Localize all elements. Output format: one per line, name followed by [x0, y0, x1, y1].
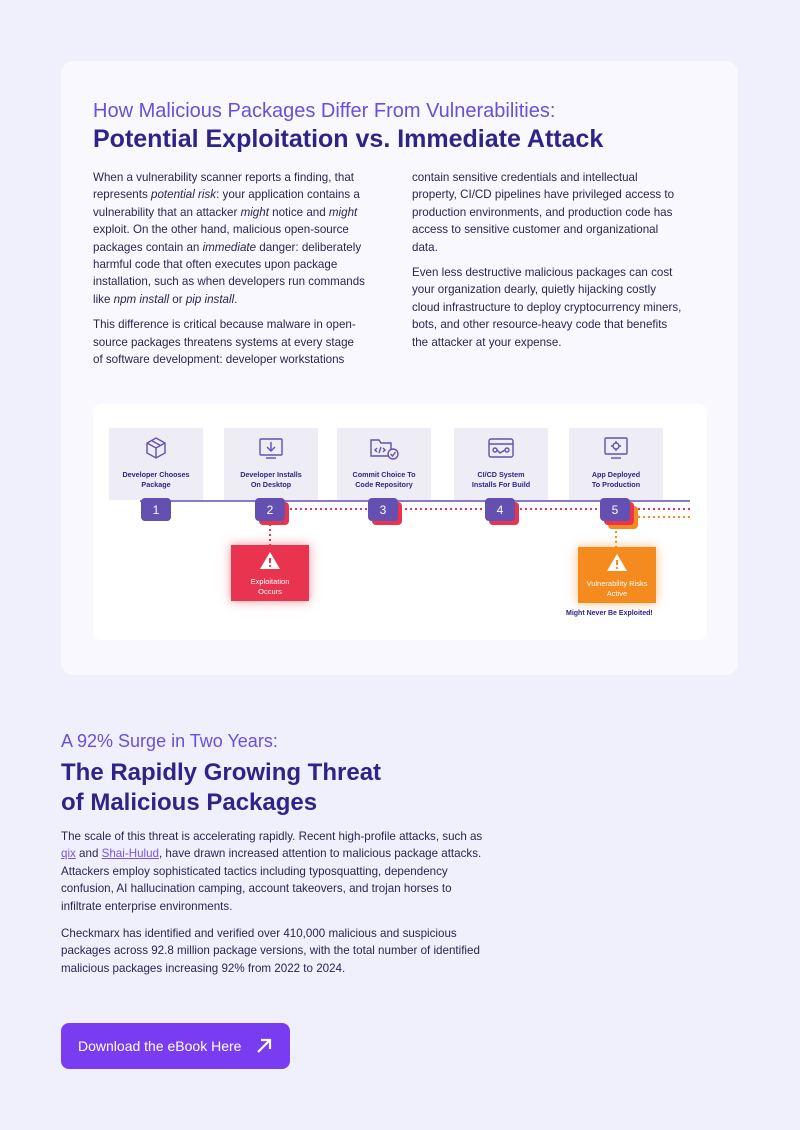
step-2-box: Developer Installs On Desktop — [224, 428, 318, 500]
step-3-box: Commit Choice To Code Repository — [337, 428, 431, 500]
monitor-gear-icon — [569, 436, 663, 460]
right-paragraph-2: Even less destructive malicious packages can cost your organization dearly, quietly hijacking costly cloud infrastructure to deploy cryptocurrency miners, bots, and other resource-heavy code that benefits the attacker at your expense. — [412, 266, 682, 349]
comparison-card — [61, 61, 738, 675]
threat-section — [61, 731, 491, 987]
vulnerability-alert: Vulnerability Risks Active — [578, 547, 656, 603]
left-paragraph-1: When a vulnerability scanner reports a finding, that represents potential risk: your application contains a vulnerability that an attacker might notice and might exploit. On the other hand, malicious open-source packages contain an immediate danger: deliberately harmful code that often executes upon package installation, such as when developers run commands like npm install or pip install. — [93, 171, 365, 306]
pipeline-diagram — [93, 404, 707, 640]
arrow-up-right-icon — [254, 1036, 274, 1059]
section1-eyebrow: How Malicious Packages Differ From Vulnerabilities: — [93, 100, 556, 122]
left-paragraph-2: This difference is critical because malware in open-source packages threatens systems at every stage of software development: developer workstations — [93, 318, 356, 367]
step-4-box: CI/CD System Installs For Build — [454, 428, 548, 500]
right-column — [412, 169, 684, 359]
never-exploited-label: Might Never Be Exploited! — [566, 610, 653, 617]
shai-hulud-link[interactable]: Shai-Hulud — [101, 847, 159, 861]
section2-body — [61, 828, 491, 977]
package-icon — [109, 436, 203, 460]
step-5-number: 5 — [600, 498, 630, 521]
step-3-number: 3 — [368, 498, 398, 521]
step-1-number: 1 — [141, 498, 171, 521]
right-paragraph-1: contain sensitive credentials and intellectual property, CI/CD pipelines have privileged access to production environments, and production code has access to sensitive customer and organizational data. — [412, 171, 675, 254]
step-5-box: App Deployed To Production — [569, 428, 663, 500]
warning-icon — [578, 553, 656, 572]
section1-title: Potential Exploitation vs. Immediate Attack — [93, 125, 604, 153]
section2-title: The Rapidly Growing Threat of Malicious Packages — [61, 759, 382, 816]
download-ebook-button[interactable] — [61, 1023, 290, 1069]
download-icon — [224, 436, 318, 460]
pipeline-icon — [454, 436, 548, 460]
section2-eyebrow: A 92% Surge in Two Years: — [61, 731, 278, 751]
step-1-box: Developer Chooses Package — [109, 428, 203, 500]
left-column — [93, 169, 365, 376]
qix-link[interactable]: qix — [61, 847, 76, 861]
section2-paragraph-1: The scale of this threat is accelerating rapidly. Recent high-profile attacks, such as qix and Shai-Hulud, have drawn increased attention to malicious package attacks. Attackers employ sophisticated tactics including typosquatting, dependency confusion, AI hallucination camping, account takeovers, and trojan horses to infiltrate enterprise environments. — [61, 830, 483, 913]
exploitation-alert: Exploitation Occurs — [231, 545, 309, 601]
folder-code-icon — [337, 436, 431, 460]
warning-icon — [231, 551, 309, 570]
section2-paragraph-2: Checkmarx has identified and verified over 410,000 malicious and suspicious packages across 92.8 million package versions, with the total number of identified malicious packages increasing 92% from 2022 to 2024. — [61, 927, 480, 975]
download-ebook-label: Download the eBook Here — [78, 1038, 242, 1054]
step-4-number: 4 — [485, 498, 515, 521]
step-2-number: 2 — [255, 498, 285, 521]
